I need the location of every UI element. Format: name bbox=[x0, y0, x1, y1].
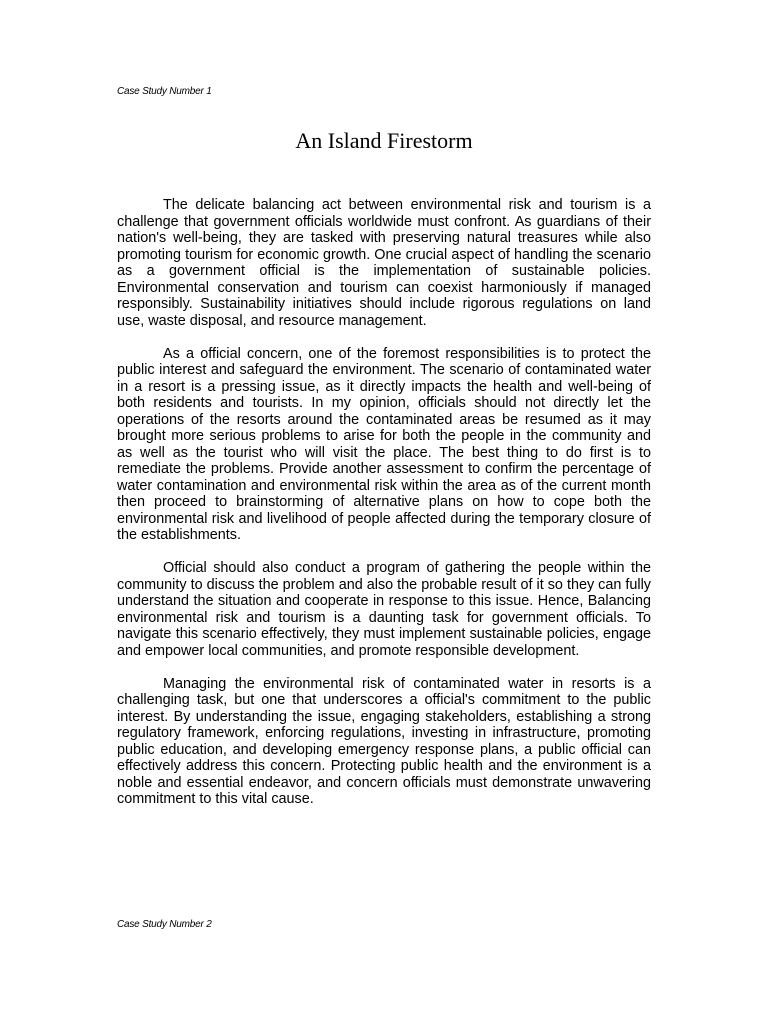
body-paragraph-4: Managing the environmental risk of contaminated water in resorts is a challenging task, but one that underscores a official's commitment to the public interest. By understanding the issue, engaging stakeholders, establishing a strong regulatory framework, enforcing regulations, investing in infrastructure, promoting public education, and developing emergency response plans, a public official can effectively address this concern. Protecting public health and the environment is a noble and essential endeavor, and concern officials must demonstrate unwavering commitment to this vital cause. bbox=[117, 675, 651, 807]
body-paragraph-3: Official should also conduct a program of gathering the people within the community to discuss the problem and also the probable result of it so they can fully understand the situation and cooperate in response to this issue. Hence, Balancing environmental risk and tourism is a daunting task for government officials. To navigate this scenario effectively, they must implement sustainable policies, engage and empower local communities, and promote responsible development. bbox=[117, 560, 651, 659]
document-title: An Island Firestorm bbox=[295, 128, 473, 153]
case-study-footer-note: Case Study Number 2 bbox=[117, 919, 212, 930]
body-paragraph-1: The delicate balancing act between environmental risk and tourism is a challenge that government officials worldwide must confront. As guardians of their nation's well-being, they are tasked with preserving natural treasures while also promoting tourism for economic growth. One crucial aspect of handling the scenario as a government official is the implementation of sustainable policies. Environmental conservation and tourism can coexist harmoniously if managed responsibly. Sustainability initiatives should include rigorous regulations on land use, waste disposal, and resource management. bbox=[117, 197, 651, 329]
case-study-header-note: Case Study Number 1 bbox=[117, 86, 212, 97]
body-paragraph-2: As a official concern, one of the foremost responsibilities is to protect the public interest and safeguard the environment. The scenario of contaminated water in a resort is a pressing issue, as it directly impacts the health and well-being of both residents and tourists. In my opinion, officials should not directly let the operations of the resorts around the contaminated areas be resumed as it may brought more serious problems to arise for both the people in the community and as well as the tourist who will visit the place. The best thing to do first is to remediate the problems. Provide another assessment to confirm the percentage of water contamination and environmental risk within the area as of the current month then proceed to brainstorming of alternative plans on how to cope both the environmental risk and livelihood of people affected during the temporary closure of the establishments. bbox=[117, 345, 651, 543]
document-body bbox=[117, 197, 651, 824]
